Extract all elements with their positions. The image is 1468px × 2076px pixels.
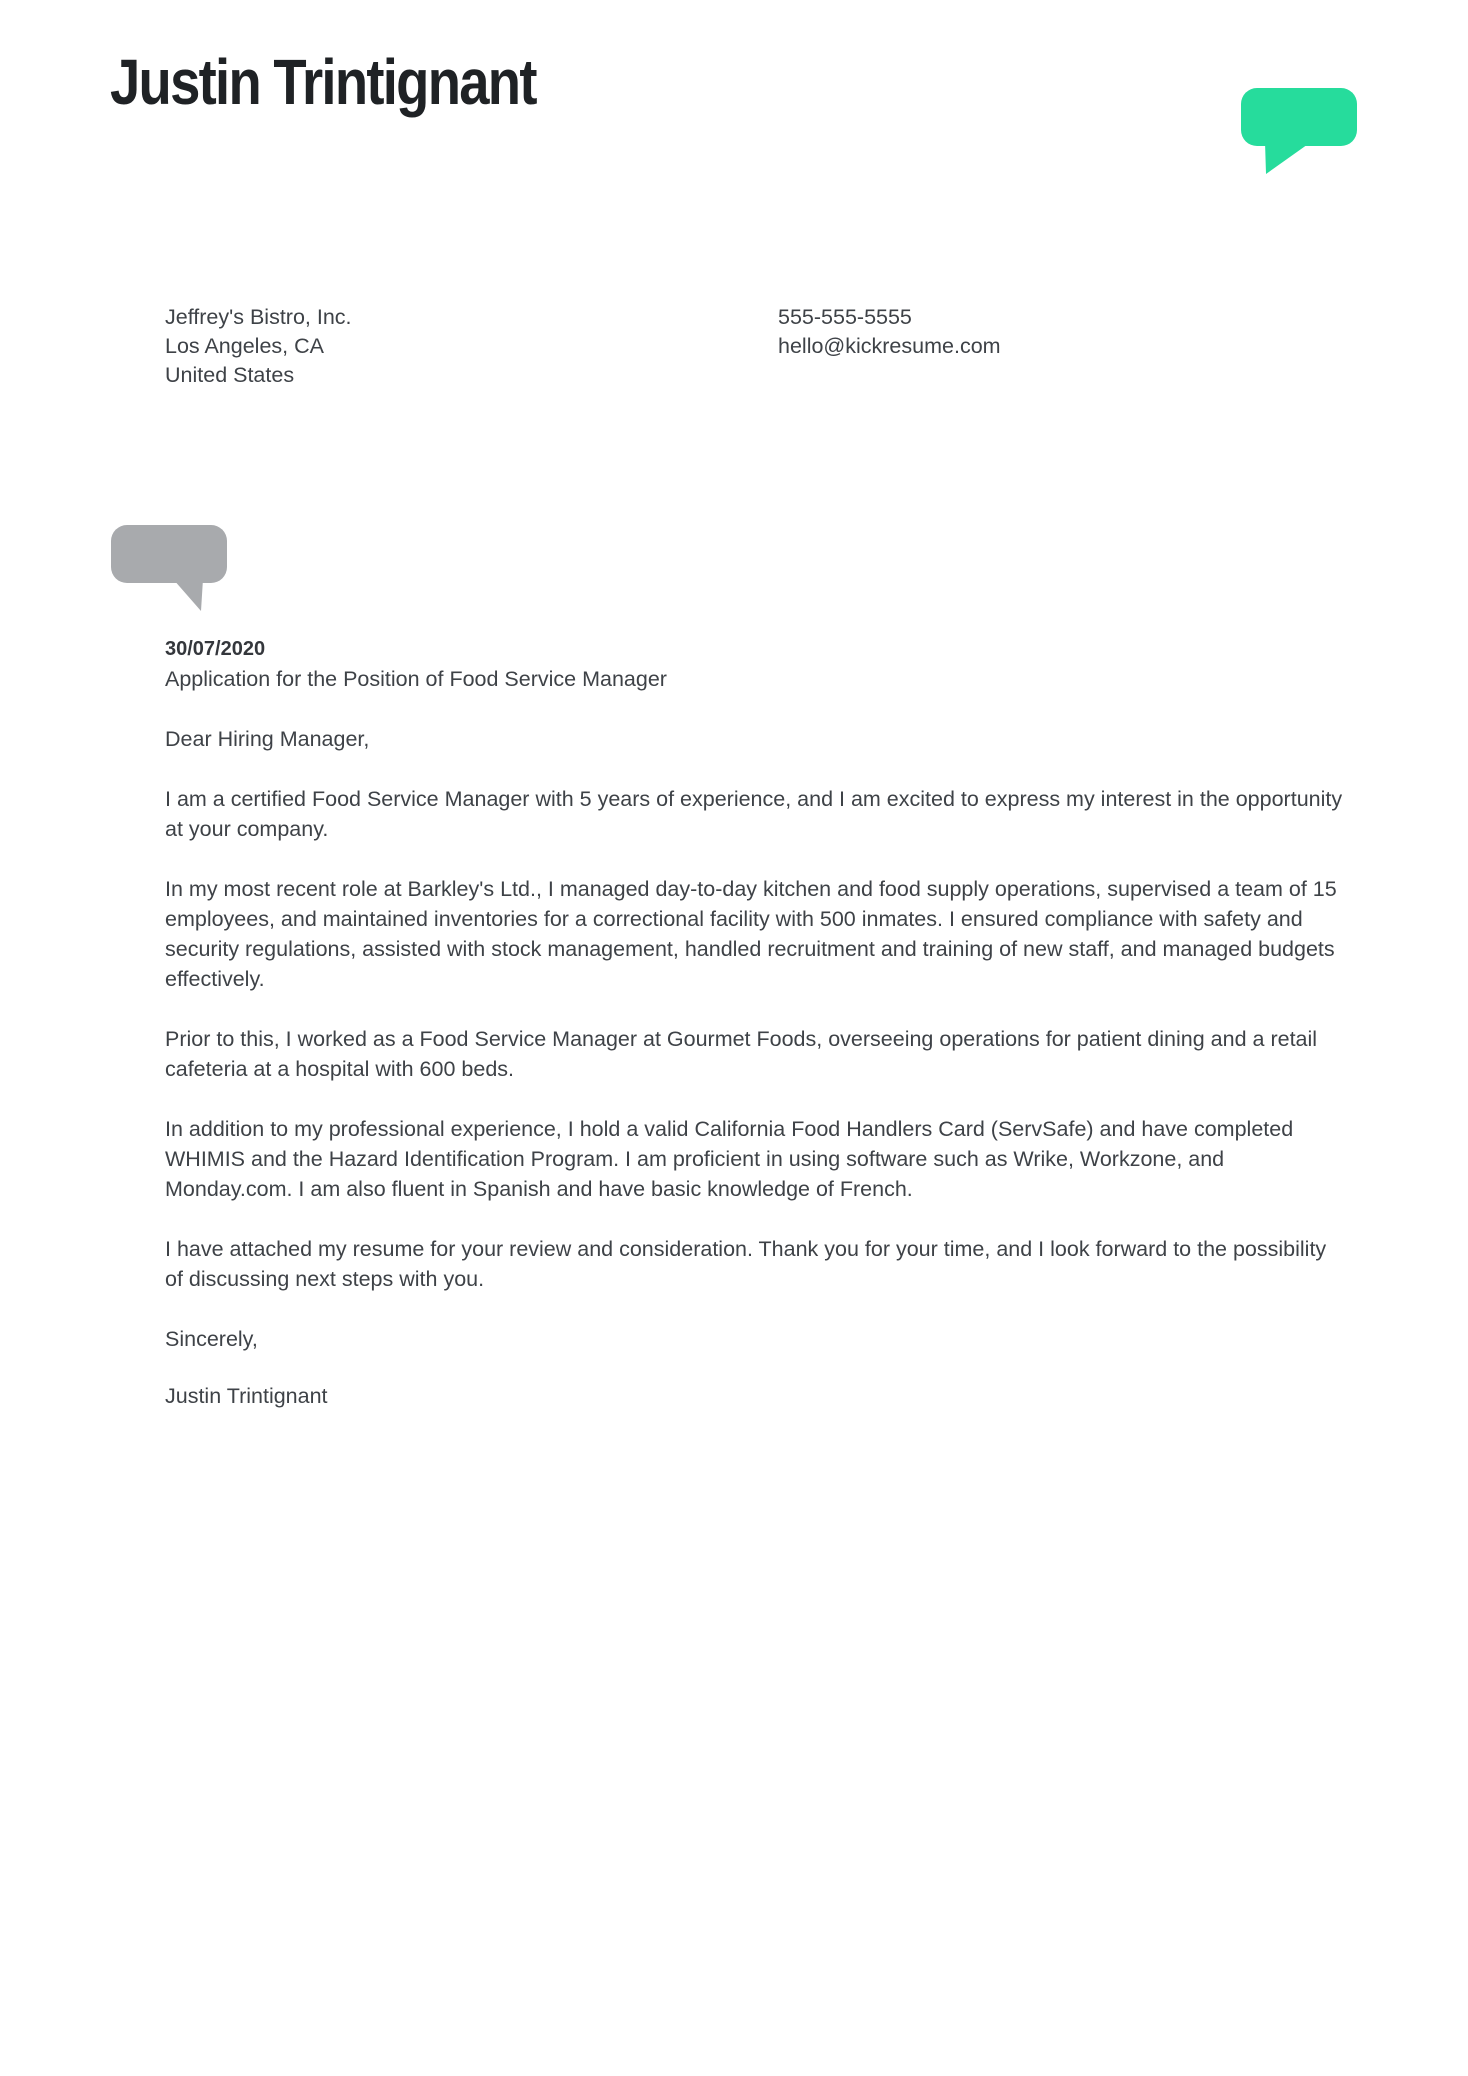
sender-contact bbox=[778, 303, 1347, 390]
recipient-company: Jeffrey's Bistro, Inc. bbox=[165, 305, 352, 329]
letter-paragraph-4: In addition to my professional experience, I hold a valid California Food Handlers Card (ServSafe) and have completed WHIMIS and the Hazard Identification Program. I am proficient in using software such as Wrike, Workzone, and Monday.com. I am also fluent in Spanish and have basic knowledge of French. bbox=[165, 1117, 1294, 1201]
recipient-city: Los Angeles, CA bbox=[165, 334, 324, 358]
speech-bubble-tail bbox=[1265, 142, 1311, 174]
speech-bubble-gray-icon bbox=[111, 525, 227, 611]
letter-salutation: Dear Hiring Manager, bbox=[165, 727, 370, 751]
letter-paragraph-2: In my most recent role at Barkley's Ltd., I managed day-to-day kitchen and food supply operations, supervised a team of 15 employees, and maintained inventories for a correctional facility with 500 inmates. I ensured compliance with safety and security regulations, assisted with stock management, handled recruitment and training of new staff, and managed budgets effectively. bbox=[165, 877, 1337, 991]
sender-phone: 555-555-5555 bbox=[778, 305, 912, 329]
letter-paragraph-5: I have attached my resume for your review and consideration. Thank you for your time, and I look forward to the possibility of discussing next steps with you. bbox=[165, 1237, 1327, 1291]
sender-email: hello@kickresume.com bbox=[778, 334, 1001, 358]
letter-signature: Justin Trintignant bbox=[165, 1384, 328, 1408]
speech-bubble-body bbox=[1241, 88, 1357, 146]
letter-subject: Application for the Position of Food Service Manager bbox=[165, 667, 667, 691]
contact-block bbox=[165, 303, 1347, 390]
speech-bubble-gray-body bbox=[111, 525, 227, 583]
recipient-address bbox=[165, 303, 778, 390]
speech-bubble-gray-tail bbox=[173, 579, 203, 611]
letter-paragraph-3: Prior to this, I worked as a Food Service Manager at Gourmet Foods, overseeing operations for patient dining and a retail cafeteria at a hospital with 600 beds. bbox=[165, 1027, 1318, 1081]
speech-bubble-icon bbox=[1241, 88, 1357, 174]
recipient-country: United States bbox=[165, 363, 295, 387]
letter-paragraph-1: I am a certified Food Service Manager with 5 years of experience, and I am excited to express my interest in the opportunity at your company. bbox=[165, 787, 1343, 841]
letter-closing: Sincerely, bbox=[165, 1327, 258, 1351]
letter-date: 30/07/2020 bbox=[165, 638, 266, 660]
page-title: Justin Trintignant bbox=[110, 46, 536, 118]
letter-body bbox=[165, 634, 1347, 1411]
